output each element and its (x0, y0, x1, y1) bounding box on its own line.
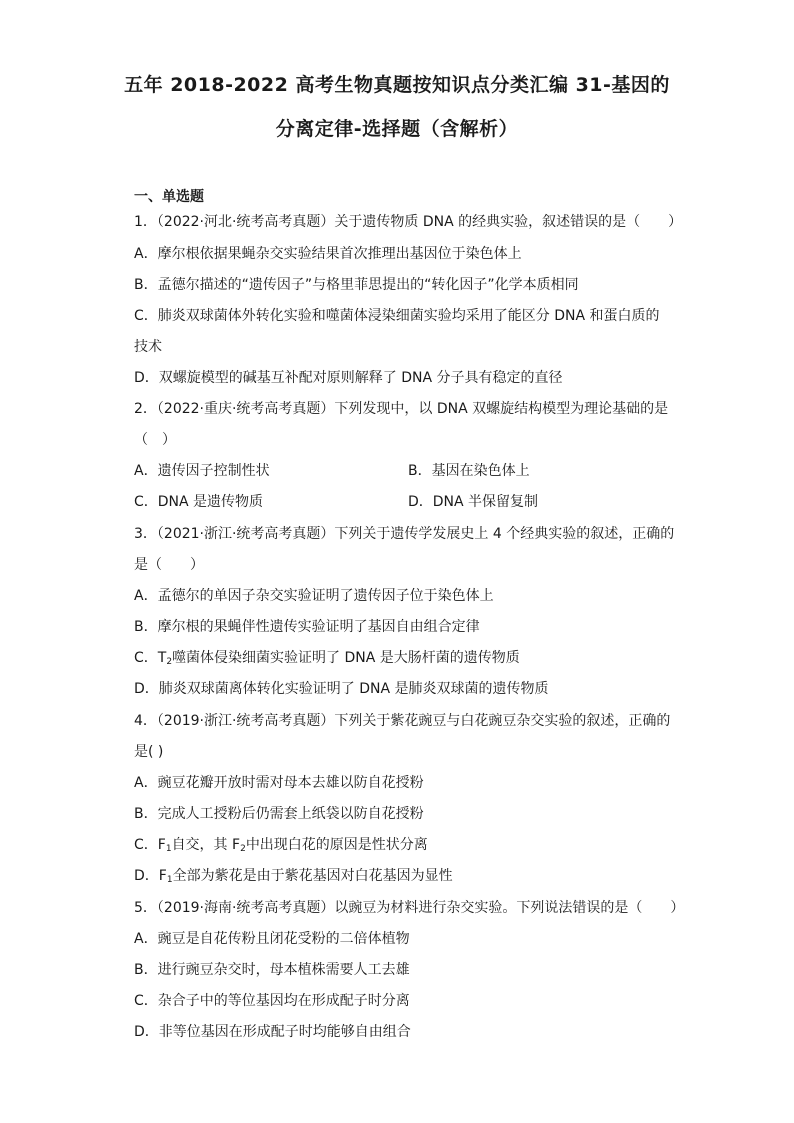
section-heading: 一、单选题 (134, 189, 204, 205)
question-2-stem: 2．（2022·重庆·统考高考真题）下列发现中，以 DNA 双螺旋结构模型为理论基础的是 (134, 401, 669, 417)
question-2-option-d: D．DNA 半保留复制 (408, 494, 539, 510)
question-4-option-d-subscript: 1 (166, 875, 173, 885)
question-4-stem-cont: 是( ) (134, 744, 164, 760)
question-4-option-b: B．完成人工授粉后仍需套上纸袋以防自花授粉 (134, 806, 424, 822)
question-4-option-d-prefix: D．F (134, 868, 167, 884)
question-4-option-c-subscript-2: 2 (240, 844, 246, 854)
question-5-option-b: B．进行豌豆杂交时，母本植株需要人工去雄 (134, 962, 410, 978)
question-4-stem: 4．（2019·浙江·统考高考真题）下列关于紫花豌豆与白花豌豆杂交实验的叙述，正确的 (134, 713, 671, 729)
question-1-option-c-cont: 技术 (134, 339, 162, 355)
question-3-option-d: D．肺炎双球菌离体转化实验证明了 DNA 是肺炎双球菌的遗传物质 (134, 681, 549, 697)
question-4-option-c-subscript-1: 1 (165, 844, 172, 854)
question-4-option-c (134, 836, 428, 858)
question-4-option-c-middle: 自交，其 F (171, 837, 241, 853)
question-4-option-d (134, 867, 453, 889)
question-2-option-c: C．DNA 是遗传物质 (134, 494, 264, 510)
question-5-option-c: C．杂合子中的等位基因均在形成配子时分离 (134, 993, 410, 1009)
question-4-option-a: A．豌豆花瓣开放时需对母本去雄以防自花授粉 (134, 775, 424, 791)
question-3-option-c (134, 649, 520, 671)
question-3-option-c-subscript: 2 (166, 657, 173, 667)
question-4-option-d-text: 全部为紫花是由于紫花基因对白花基因为显性 (172, 868, 453, 884)
document-title-line-2: 分离定律-选择题（含解析） (275, 118, 519, 140)
question-2-option-b: B．基因在染色体上 (408, 463, 530, 479)
question-4-option-c-prefix: C．F (134, 837, 166, 853)
question-1-option-d: D．双螺旋模型的碱基互补配对原则解释了 DNA 分子具有稳定的直径 (134, 370, 563, 386)
question-3-option-b: B．摩尔根的果蝇伴性遗传实验证明了基因自由组合定律 (134, 619, 480, 635)
question-2-stem-cont: （ ） (134, 432, 176, 448)
question-2-option-a: A．遗传因子控制性状 (134, 463, 270, 479)
question-3-stem: 3．（2021·浙江·统考高考真题）下列关于遗传学发展史上 4 个经典实验的叙述，正确的 (134, 526, 675, 542)
question-3-option-a: A．孟德尔的单因子杂交实验证明了遗传因子位于染色体上 (134, 588, 494, 604)
question-3-stem-cont: 是（ ） (134, 557, 204, 573)
question-4-option-c-text: 中出现白花的原因是性状分离 (245, 837, 428, 853)
question-5-option-a: A．豌豆是自花传粉且闭花受粉的二倍体植物 (134, 931, 410, 947)
question-1-option-a: A．摩尔根依据果蝇杂交实验结果首次推理出基因位于染色体上 (134, 246, 522, 262)
document-title-line-1: 五年 2018-2022 高考生物真题按知识点分类汇编 31-基因的 (124, 74, 670, 96)
question-3-option-c-text: 噬菌体侵染细菌实验证明了 DNA 是大肠杆菌的遗传物质 (172, 650, 520, 666)
question-5-option-d: D．非等位基因在形成配子时均能够自由组合 (134, 1024, 411, 1040)
question-3-option-c-prefix: C．T (134, 650, 167, 666)
question-1-option-c: C．肺炎双球菌体外转化实验和噬菌体浸染细菌实验均采用了能区分 DNA 和蛋白质的 (134, 308, 660, 324)
question-1-stem: 1．（2022·河北·统考高考真题）关于遗传物质 DNA 的经典实验，叙述错误的是（ ） (134, 214, 683, 230)
question-1-option-b: B．孟德尔描述的“遗传因子”与格里菲思提出的“转化因子”化学本质相同 (134, 277, 579, 293)
question-5-stem: 5．（2019·海南·统考高考真题）以豌豆为材料进行杂交实验。下列说法错误的是（ ） (134, 900, 685, 916)
